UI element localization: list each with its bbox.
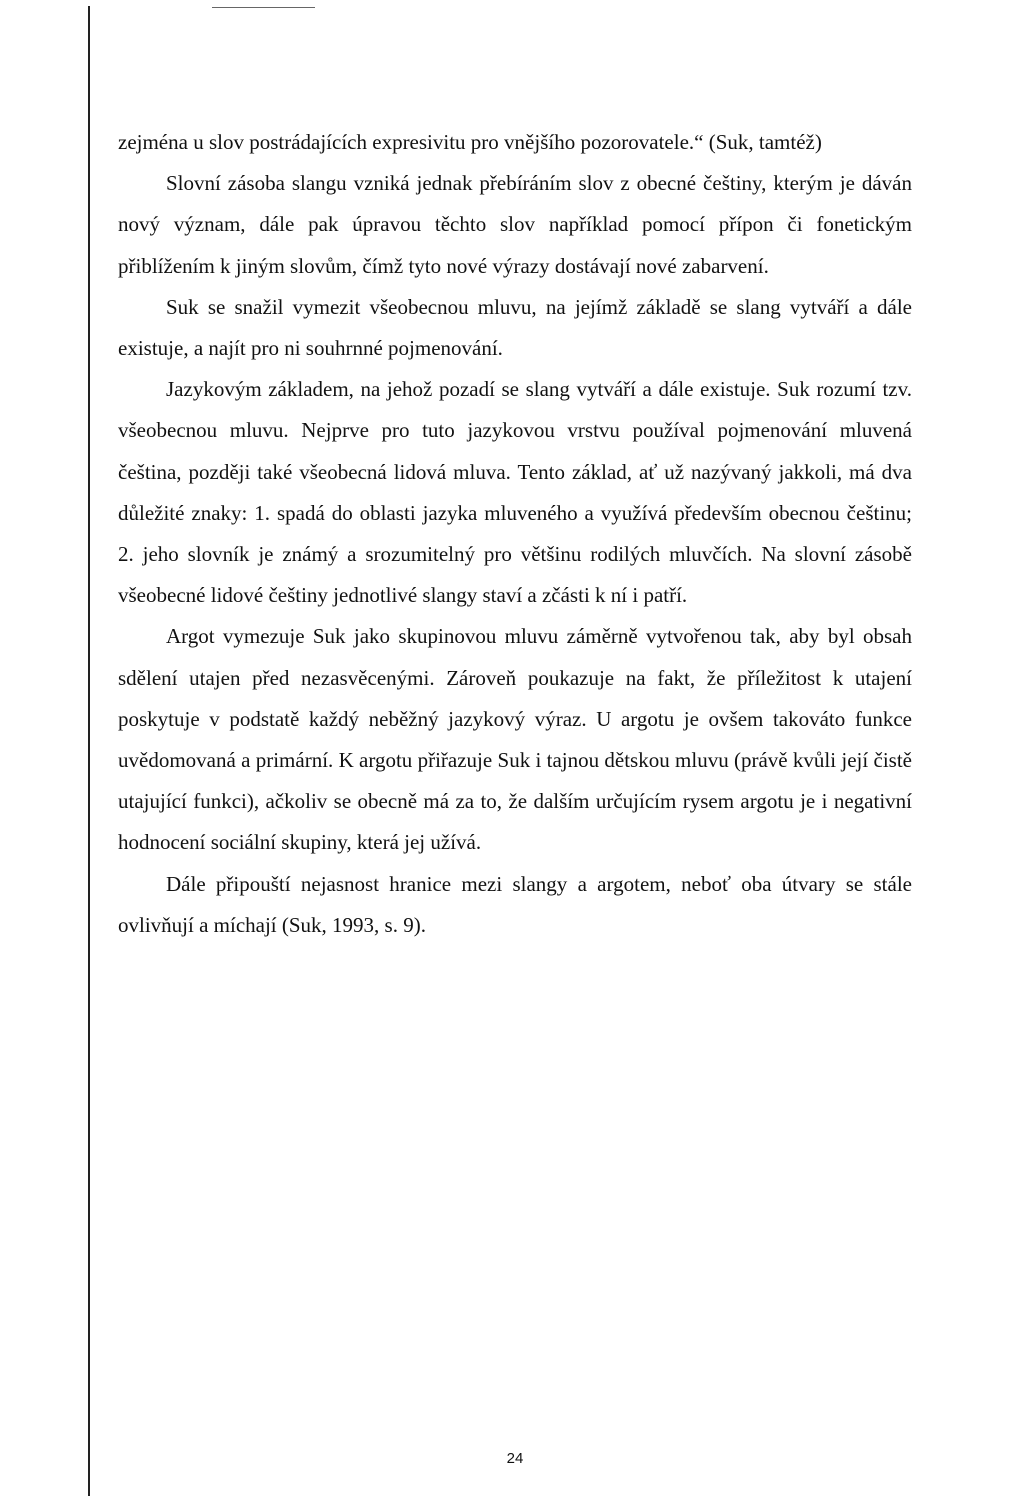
scan-top-line	[212, 7, 315, 8]
page-body	[118, 122, 912, 946]
paragraph-continuation: zejména u slov postrádajících expresivitu pro vnějšího pozorovatele.“ (Suk, tamtéž)	[118, 130, 822, 154]
paragraph-slang-vocabulary: Slovní zásoba slangu vzniká jednak přebíráním slov z obecné češtiny, kterým je dáván nový význam, dále pak úpravou těchto slov například pomocí přípon či fonetickým přiblížením k jiným slovům, čímž tyto nové výrazy dostávají nové zabarvení.	[118, 171, 912, 278]
paragraph-general-speech: Suk se snažil vymezit všeobecnou mluvu, na jejímž základě se slang vytváří a dále existuje, a najít pro ni souhrnné pojmenování.	[118, 294, 912, 361]
scan-edge-line	[88, 6, 90, 1496]
page-number: 24	[506, 1450, 524, 1467]
paragraph-language-basis: Jazykovým základem, na jehož pozadí se slang vytváří a dále existuje. Suk rozumí tzv. všeobecnou mluvu. Nejprve pro tuto jazykovou vrstvu používal pojmenování mluvená čeština, později také všeobecná lidová mluva. Tento základ, ať už nazývaný jakkoli, má dva důležité znaky: 1. spadá do oblasti jazyka mluveného a využívá především obecnou češtinu; 2. jeho slovník je známý a srozumitelný pro většinu rodilých mluvčích. Na slovní zásobě všeobecné lidové češtiny jednotlivé slangy staví a zčásti k ní i patří.	[118, 377, 912, 608]
paragraph-boundary: Dále připouští nejasnost hranice mezi slangy a argotem, neboť oba útvary se stále ovlivňují a míchají (Suk, 1993, s. 9).	[118, 871, 912, 937]
paragraph-argot-definition: Argot vymezuje Suk jako skupinovou mluvu záměrně vytvořenou tak, aby byl obsah sdělení utajen před nezasvěcenými. Zároveň poukazuje na fakt, že příležitost k utajení poskytuje v podstatě každý neběžný jazykový výraz. U argotu je ovšem takováto funkce uvědomovaná a primární. K argotu přiřazuje Suk i tajnou dětskou mluvu (právě kvůli její čistě utajující funkci), ačkoliv se obecně má za to, že dalším určujícím rysem argotu je i negativní hodnocení sociální skupiny, která jej užívá.	[118, 624, 912, 855]
